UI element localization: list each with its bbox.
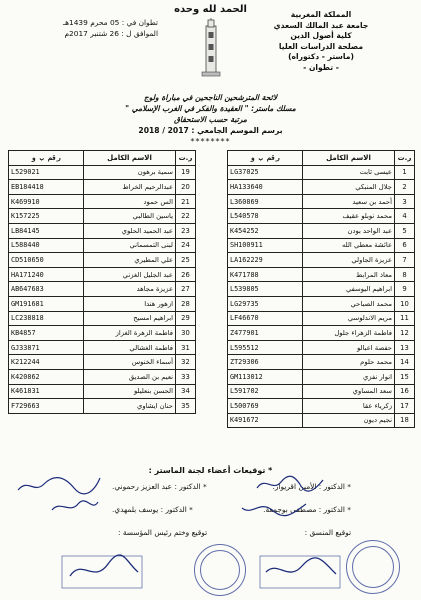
table-row xyxy=(228,180,415,195)
candidates-table-right xyxy=(227,150,415,428)
table-row xyxy=(9,399,196,414)
table-row xyxy=(9,194,196,209)
header-name: الاسم الكامل xyxy=(303,151,395,166)
table-row xyxy=(9,253,196,268)
coordinator-stamp-box-icon xyxy=(258,552,343,592)
table-body-right xyxy=(228,165,415,428)
dean-signature-label: توقيع وختم رئيس المؤسسة : xyxy=(118,528,208,537)
row-name: عبد الجليل الغزني xyxy=(84,267,176,282)
row-name: عائشة معطي الله xyxy=(303,238,395,253)
row-code: LG37025 xyxy=(228,165,303,180)
row-name: فاطمة الغشالي xyxy=(84,340,176,355)
table-row xyxy=(228,209,415,224)
row-rank: 9 xyxy=(395,282,415,297)
row-name: فاطمة الزهراء جلول xyxy=(303,326,395,341)
row-code: K454252 xyxy=(228,223,303,238)
date-gregorian: الموافق ل : 26 شتنبر 2017م xyxy=(64,29,158,38)
row-name: علي المطيري xyxy=(84,253,176,268)
row-name: سعد المساوي xyxy=(303,384,395,399)
table-row xyxy=(9,267,196,282)
row-code: L500769 xyxy=(228,399,303,414)
table-row xyxy=(9,180,196,195)
table-row xyxy=(9,326,196,341)
official-stamp-inner-icon xyxy=(352,546,394,588)
row-code: K212244 xyxy=(9,355,84,370)
table-row xyxy=(9,384,196,399)
table-row xyxy=(228,355,415,370)
row-code: K461831 xyxy=(9,384,84,399)
title-stars: ******** xyxy=(190,137,231,146)
row-code: CD510650 xyxy=(9,253,84,268)
row-rank: 19 xyxy=(176,165,196,180)
row-name: ياسين الطالبي xyxy=(84,209,176,224)
institution-line: جامعة عبد المالك السعدي xyxy=(273,20,369,30)
row-name: لبنى التمسماني xyxy=(84,238,176,253)
basmala: الحمد لله وحده xyxy=(174,4,247,15)
signatures-title: * توقيعات أعضاء لجنة الماستر : xyxy=(148,466,273,475)
handwritten-signature-icon xyxy=(255,474,325,494)
date-hijri: تطوان في : 05 محرم 1439هـ xyxy=(62,18,158,27)
row-code: HA133640 xyxy=(228,180,303,195)
row-rank: 35 xyxy=(176,399,196,414)
row-rank: 26 xyxy=(176,267,196,282)
table-row xyxy=(228,238,415,253)
row-code: L540578 xyxy=(228,209,303,224)
row-code: HA171240 xyxy=(9,267,84,282)
candidates-table-left xyxy=(8,150,196,414)
row-rank: 4 xyxy=(395,209,415,224)
institution-line: كلية أصول الدين xyxy=(290,31,352,40)
signature-line: * الدكتور : عبد العزيز رحموني. xyxy=(112,482,207,491)
row-rank: 7 xyxy=(395,253,415,268)
table-row xyxy=(9,355,196,370)
row-code: LA162229 xyxy=(228,253,303,268)
table-body-left xyxy=(9,165,196,413)
table-header-row xyxy=(228,151,415,166)
title-ranking-note: مرتبة حسب الاستحقاق xyxy=(174,115,247,124)
row-name: عبد الحميد الحلوي xyxy=(84,223,176,238)
row-rank: 25 xyxy=(176,253,196,268)
title-line: لائحة المترشحين الناجحين في مباراة ولوج xyxy=(143,93,278,102)
row-rank: 10 xyxy=(395,296,415,311)
row-rank: 15 xyxy=(395,369,415,384)
handwritten-signature-icon xyxy=(14,474,104,496)
row-name: عزيزة الجاولي xyxy=(303,253,395,268)
row-code: K157225 xyxy=(9,209,84,224)
row-rank: 13 xyxy=(395,340,415,355)
row-rank: 2 xyxy=(395,180,415,195)
row-name: نجيم ديون xyxy=(303,413,395,428)
title-academic-year: برسم الموسم الجامعي : 2017 / 2018 xyxy=(138,126,283,135)
header-rank: ر.ت xyxy=(176,151,196,166)
institution-header xyxy=(261,10,381,73)
header-code: رقم ب و xyxy=(9,151,84,166)
date-block xyxy=(8,17,158,39)
table-row xyxy=(228,223,415,238)
row-code: F729663 xyxy=(9,399,84,414)
row-name: سمية برهون xyxy=(84,165,176,180)
table-row xyxy=(228,326,415,341)
row-rank: 5 xyxy=(395,223,415,238)
row-name: عبد الواحد بودن xyxy=(303,223,395,238)
table-row xyxy=(228,282,415,297)
row-code: KB4857 xyxy=(9,326,84,341)
table-row xyxy=(228,311,415,326)
university-logo-icon xyxy=(200,18,222,78)
row-code: LG29735 xyxy=(228,296,303,311)
row-name: مريم الاندلوسي xyxy=(303,311,395,326)
row-rank: 11 xyxy=(395,311,415,326)
row-code: GJ33871 xyxy=(9,340,84,355)
row-rank: 22 xyxy=(176,209,196,224)
row-name: حنان ايشاوي xyxy=(84,399,176,414)
row-code: L591702 xyxy=(228,384,303,399)
row-rank: 21 xyxy=(176,194,196,209)
header-name: الاسم الكامل xyxy=(84,151,176,166)
row-code: L539805 xyxy=(228,282,303,297)
institution-line: (ماستر - دكتوراه) xyxy=(288,52,354,61)
signature-line: * الدكتور : الأمين اقريوار. xyxy=(272,482,351,491)
row-rank: 28 xyxy=(176,296,196,311)
row-name: معاذ المرابط xyxy=(303,267,395,282)
row-rank: 17 xyxy=(395,399,415,414)
table-row xyxy=(228,267,415,282)
row-name: الس حمود xyxy=(84,194,176,209)
signature-line: * الدكتور : مصطفى بوجمعة. xyxy=(263,505,351,514)
coordinator-signature-label: توقيع المنسق : xyxy=(304,528,351,537)
table-row xyxy=(228,165,415,180)
row-code: L529021 xyxy=(9,165,84,180)
row-code: K471788 xyxy=(228,267,303,282)
handwritten-signature-icon xyxy=(50,498,100,516)
row-rank: 12 xyxy=(395,326,415,341)
row-code: GM191681 xyxy=(9,296,84,311)
table-row xyxy=(228,296,415,311)
row-code: LB84145 xyxy=(9,223,84,238)
row-code: K469910 xyxy=(9,194,84,209)
row-code: K420862 xyxy=(9,369,84,384)
institution-line: المملكة المغربية xyxy=(290,10,352,19)
row-name: أحمد بن سعيد xyxy=(303,194,395,209)
row-name: ازهور هندا xyxy=(84,296,176,311)
row-rank: 33 xyxy=(176,369,196,384)
table-row xyxy=(228,399,415,414)
row-name: ابراهيم امسيح xyxy=(84,311,176,326)
row-rank: 6 xyxy=(395,238,415,253)
row-rank: 1 xyxy=(395,165,415,180)
table-row xyxy=(9,311,196,326)
row-rank: 29 xyxy=(176,311,196,326)
row-rank: 20 xyxy=(176,180,196,195)
row-name: جلال المنبكي xyxy=(303,180,395,195)
row-name: محمد حلوم xyxy=(303,355,395,370)
row-name: عيسى ثابت xyxy=(303,165,395,180)
row-rank: 32 xyxy=(176,355,196,370)
row-name: ابراهيم اليوسفي xyxy=(303,282,395,297)
row-name: فاطمة الزهرة الغزاز xyxy=(84,326,176,341)
table-row xyxy=(228,413,415,428)
row-name: انوار نفزي xyxy=(303,369,395,384)
table-row xyxy=(228,253,415,268)
row-rank: 31 xyxy=(176,340,196,355)
official-stamp-inner-icon xyxy=(200,550,240,590)
row-code: AB647683 xyxy=(9,282,84,297)
row-name: نعيم بن الصديق xyxy=(84,369,176,384)
table-row xyxy=(228,384,415,399)
row-rank: 18 xyxy=(395,413,415,428)
table-row xyxy=(9,296,196,311)
row-code: EB184418 xyxy=(9,180,84,195)
row-name: أسماء الخنوس xyxy=(84,355,176,370)
row-name: محمد نوبلو عقيف xyxy=(303,209,395,224)
dean-stamp-box-icon xyxy=(60,552,145,592)
row-name: عزيزة مجاهد xyxy=(84,282,176,297)
row-name: الحسن بنعليلو xyxy=(84,384,176,399)
row-name: زكرياء عقا xyxy=(303,399,395,414)
row-rank: 23 xyxy=(176,223,196,238)
institution-line: مصلحة الدراسات العليا xyxy=(278,41,364,51)
row-code: LF46670 xyxy=(228,311,303,326)
row-name: حفصة اعبالو xyxy=(303,340,395,355)
row-rank: 34 xyxy=(176,384,196,399)
row-rank: 30 xyxy=(176,326,196,341)
table-row xyxy=(9,340,196,355)
table-row xyxy=(228,194,415,209)
table-row xyxy=(228,340,415,355)
handwritten-signature-icon xyxy=(240,498,310,518)
institution-line: - تطوان - xyxy=(303,62,339,72)
header-rank: ر.ت xyxy=(395,151,415,166)
row-rank: 8 xyxy=(395,267,415,282)
title-program: مسلك ماستر: " العقيدة والفكر في الغرب الإسلامي " xyxy=(125,104,296,113)
row-rank: 27 xyxy=(176,282,196,297)
row-code: L595512 xyxy=(228,340,303,355)
table-header-row xyxy=(9,151,196,166)
row-code: LC238818 xyxy=(9,311,84,326)
row-code: L588440 xyxy=(9,238,84,253)
table-row xyxy=(9,223,196,238)
row-rank: 24 xyxy=(176,238,196,253)
signature-line: * الدكتور : يوسف بلمهدي. xyxy=(112,505,193,514)
row-code: Z477901 xyxy=(228,326,303,341)
table-row xyxy=(9,165,196,180)
row-code: GM113012 xyxy=(228,369,303,384)
table-row xyxy=(9,282,196,297)
row-code: L360869 xyxy=(228,194,303,209)
row-rank: 3 xyxy=(395,194,415,209)
row-rank: 16 xyxy=(395,384,415,399)
row-code: K491672 xyxy=(228,413,303,428)
row-name: محمد الصباحي xyxy=(303,296,395,311)
table-row xyxy=(9,369,196,384)
table-row xyxy=(9,238,196,253)
row-code: ZT29306 xyxy=(228,355,303,370)
row-name: عبدالرحيم الخراط xyxy=(84,180,176,195)
document-title-block xyxy=(60,92,361,147)
row-code: SH100911 xyxy=(228,238,303,253)
row-rank: 14 xyxy=(395,355,415,370)
table-row xyxy=(9,209,196,224)
header-code: رقم ب و xyxy=(228,151,303,166)
table-row xyxy=(228,369,415,384)
